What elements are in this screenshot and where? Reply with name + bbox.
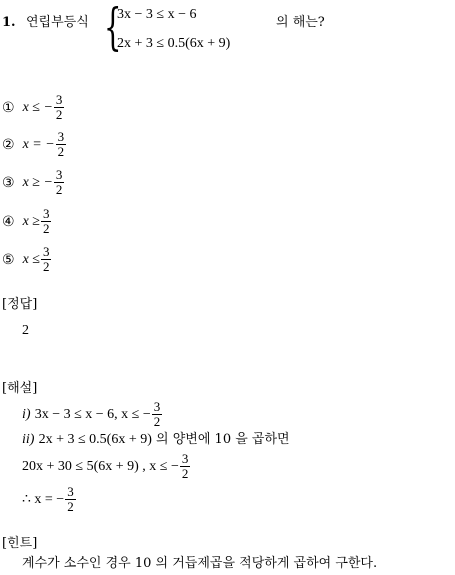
system-brace: { <box>104 0 122 56</box>
explanation-line-3: 20x + 30 ≤ 5(6x + 9) , x ≤ − $\frac{3}{2}$ <box>22 451 189 481</box>
choice-lhs: x ≤ <box>22 251 40 267</box>
explanation-line-2: ii) 2x + 3 ≤ 0.5(6x + 9) 의 양변에 10 을 곱하면 <box>22 432 290 447</box>
system-equation-2: 2x + 3 ≤ 0.5(6x + 9) <box>117 36 231 51</box>
choice-lhs: x ≤ − <box>22 99 53 115</box>
fraction: $\frac{3}{2}$ <box>181 451 189 481</box>
fraction: $\frac{3}{2}$ <box>42 244 50 274</box>
choice-mark: ② <box>2 136 15 153</box>
question-suffix: 의 해는? <box>276 15 325 30</box>
fraction: $\frac{3}{2}$ <box>42 206 50 236</box>
fraction: $\frac{3}{2}$ <box>55 167 63 197</box>
hint-text: 계수가 소수인 경우 10 의 거듭제곱을 적당하게 곱하여 구한다. <box>22 556 378 571</box>
question-prefix: 연립부등식 <box>26 15 89 30</box>
choice-lhs: x ≥ − <box>22 174 53 190</box>
fraction: $\frac{3}{2}$ <box>57 129 65 159</box>
system-equation-1: 3x − 3 ≤ x − 6 <box>117 7 197 22</box>
choice-mark: ⑤ <box>2 251 15 268</box>
hint-header: [힌트] <box>2 536 38 551</box>
explanation-header: [해설] <box>2 381 38 396</box>
choice-mark: ④ <box>2 213 15 230</box>
choice-2[interactable] <box>2 130 67 159</box>
choice-mark: ① <box>2 99 15 116</box>
choice-4[interactable] <box>2 207 52 236</box>
fraction: $\frac{3}{2}$ <box>67 484 74 514</box>
question-row <box>2 15 16 31</box>
choice-lhs: x = − <box>22 136 55 152</box>
explanation-line-4: ∴ x = − $\frac{3}{2}$ <box>22 484 74 514</box>
choice-mark: ③ <box>2 174 15 191</box>
choice-lhs: x ≥ <box>22 213 40 229</box>
explanation-line-1: i) 3x − 3 ≤ x − 6, x ≤ − $\frac{3}{2}$ <box>22 399 161 429</box>
choice-1[interactable] <box>2 93 65 122</box>
fraction: $\frac{3}{2}$ <box>55 92 63 122</box>
choice-5[interactable] <box>2 245 52 274</box>
fraction: $\frac{3}{2}$ <box>153 399 161 429</box>
answer-value: 2 <box>22 323 29 338</box>
choice-3[interactable] <box>2 168 65 197</box>
question-number: 1. <box>2 15 16 30</box>
answer-header: [정답] <box>2 297 38 312</box>
